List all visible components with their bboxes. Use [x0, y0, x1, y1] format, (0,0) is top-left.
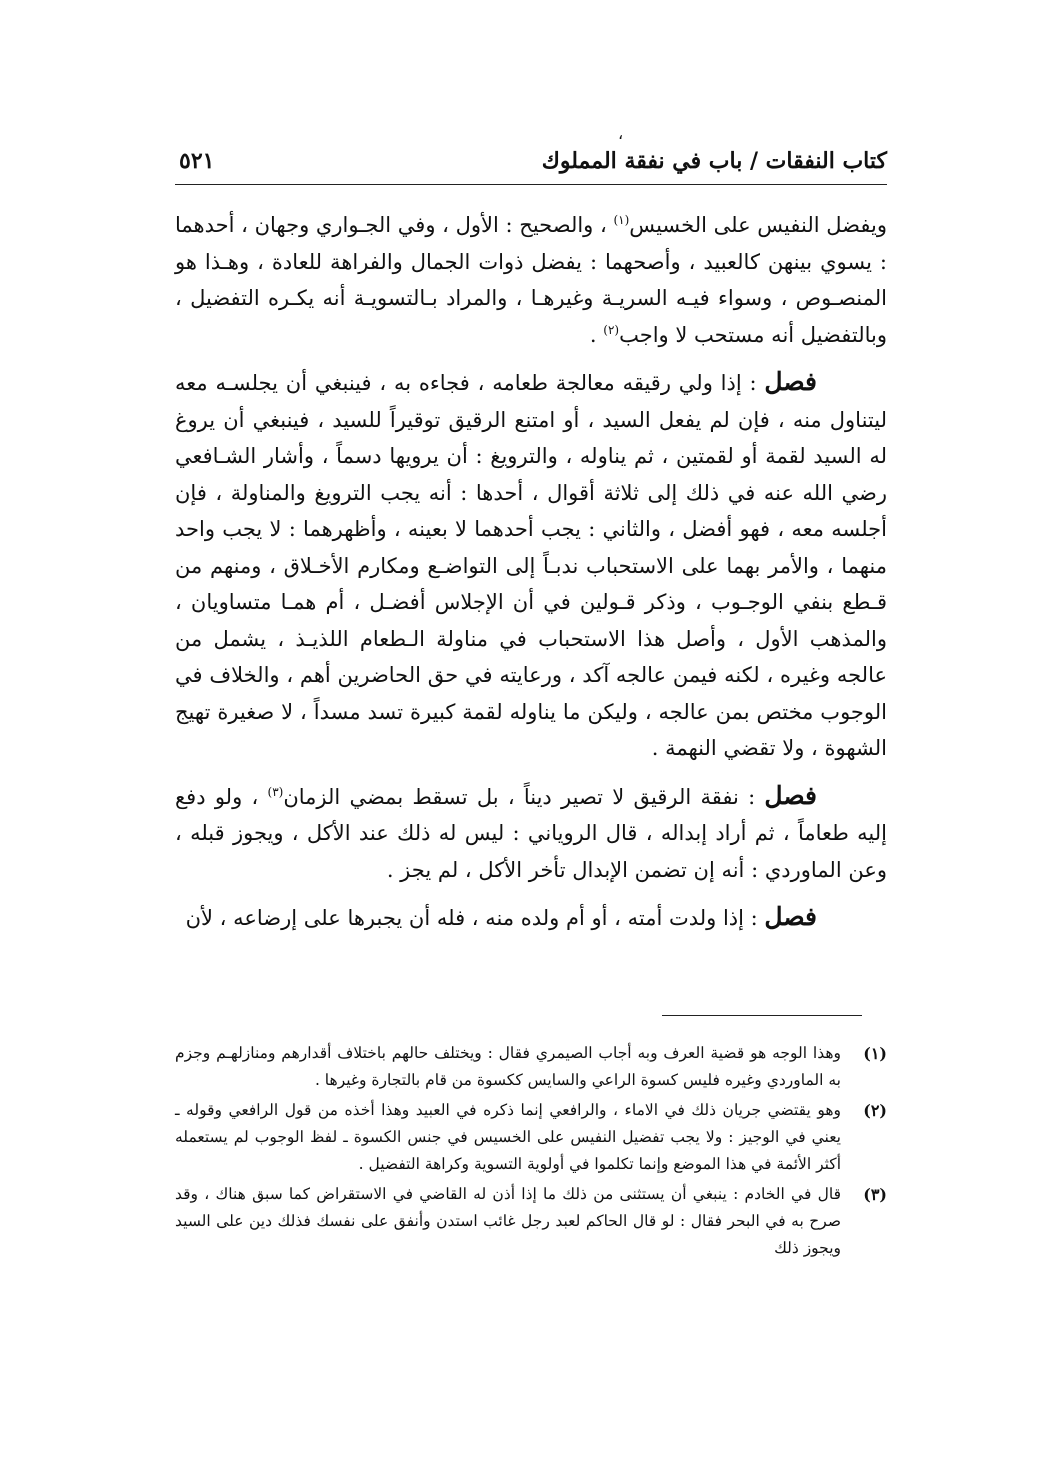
section-heading-fasl: فصل [764, 367, 817, 396]
footnote-1 [175, 1040, 887, 1094]
footnote-text: وهو يقتضي جريان ذلك في الاماء ، والرافعي إنما ذكره في العبيد وهذا أخذه من قول الرافعي وقوله ـ يعني في الوجيز : ولا يجب تفضيل النفيس على الخسيس في جنس الكسوة ـ لفظ الوجوب لم يستعمله أكثر الأئمة في هذا الموضع وإنما تكلموا في أولوية التسوية وكراهة التفضيل . [175, 1101, 841, 1173]
paragraph-text: : إذا ولدت أمته ، أو أم ولده منه ، فله أن يجبرها على إرضاعه ، لأن [185, 906, 765, 930]
paragraph-4 [175, 899, 887, 937]
section-heading-fasl: فصل [764, 902, 817, 931]
footnote-number: (٢) [863, 1101, 887, 1120]
paragraph-2 [175, 364, 887, 767]
header-mark: ، [618, 124, 624, 143]
paragraph-text: : إذا ولي رقيقه معالجة طعامه ، فجاءه به ، فينبغي أن يجلسـه معه ليتناول منه ، فإن لم يفعل السيد ، أو امتنع الرقيق توقيراً للسيد ، فينبغي أن يروغ له السيد لقمة أو لقمتين ، ثم يناوله ، والترويغ : أن يرويها دسماً ، وأشار الشـافعي رضي الله عنه في ذلك إلى ثلاثة أقوال ، أحدها : أنه يجب الترويغ والمناولة ، فإن أجلسه معه ، فهو أفضل ، والثاني : يجب أحدهما لا بعينه ، وأظهرهما : لا يجب واحد منهما ، والأمر بهما على الاستحباب ندبـاً إلى التواضـع ومكارم الأخـلاق ، ومنهم من قـطع بنفي الوجـوب ، وذكر قـولين في أن الإجلاس أفضـل ، أم همـا متساويان ، والمذهب الأول ، وأصل هذا الاستحباب في مناولة الـطعام اللذيـذ ، يشمل من عالجه وغيره ، لكنه فيمن عالجه آكد ، ورعايته في حق الحاضرين أهم ، والخلاف في الوجوب مختص بمن عالجه ، وليكن ما يناوله لقمة كبيرة تسد مسداً ، لا صغيرة تهيج الشهوة ، ولا تقضي النهمة . [175, 371, 887, 760]
footnote-2 [175, 1097, 887, 1178]
footnote-3 [175, 1181, 887, 1262]
paragraph-text: ويفضل النفيس على الخسيس [629, 213, 887, 237]
paragraph-text: : نفقة الرقيق لا تصير ديناً ، بل تسقط بمضي الزمان [283, 784, 765, 809]
footnote-number: (١) [863, 1044, 887, 1063]
paragraph-end: . [589, 322, 604, 347]
paragraph-text-cont: ، ولو دفع إليه طعاماً ، ثم أراد إبداله ، قال الروياني : ليس له ذلك عند الأكل ، ويجوز قبله ، وعن الماوردي : أنه إن تضمن الإبدال تأخر الأكل ، لم يجز . [175, 784, 887, 882]
page-number: ٥٢١ [179, 148, 215, 174]
paragraph-3 [175, 778, 887, 889]
footnote-ref-1: (١) [613, 213, 630, 227]
footnote-text: وهذا الوجه هو قضية العرف وبه أجاب الصيمري فقال : ويختلف حالهم باختلاف أقدارهم ومنازلهـم وجزم به الماوردي وغيره فليس كسوة الراعي والسايس ككسوة من قام بالتجارة وغيرها . [175, 1044, 841, 1089]
footnotes [175, 1040, 887, 1265]
running-title: كتاب النفقات / باب في نفقة المملوك [541, 148, 887, 174]
paragraph-text-cont: ، والصحيح : الأول ، وفي الجـواري وجهان ، أحدهما : يسوي بينهن كالعبيد ، وأصحهما : يفضل ذوات الجمال والفراهة للعادة ، وهـذا هو المنصـوص ، وسواء فيـه السريـة وغيرهـا ، والمراد بـالتسويـة أنه يكـره التفضيل ، وبالتفضيل أنه مستحب لا واجب [175, 213, 887, 347]
footnote-ref-3: (٣) [267, 784, 284, 799]
running-header [175, 140, 887, 185]
main-text [175, 207, 887, 948]
section-heading-fasl: فصل [764, 780, 817, 810]
footnote-ref-2: (٢) [603, 322, 620, 337]
footnote-text: قال في الخادم : ينبغي أن يستثنى من ذلك ما إذا أذن له القاضي في الاستقراض كما سبق هناك ، وقد صرح به في البحر فقال : لو قال الحاكم لعبد رجل غائب استدن وأنفق على نفسك فذلك دين على السيد ويجوز ذلك [175, 1185, 841, 1257]
footnote-divider [662, 1015, 862, 1016]
footnote-number: (٣) [863, 1185, 887, 1204]
paragraph-1 [175, 207, 887, 353]
